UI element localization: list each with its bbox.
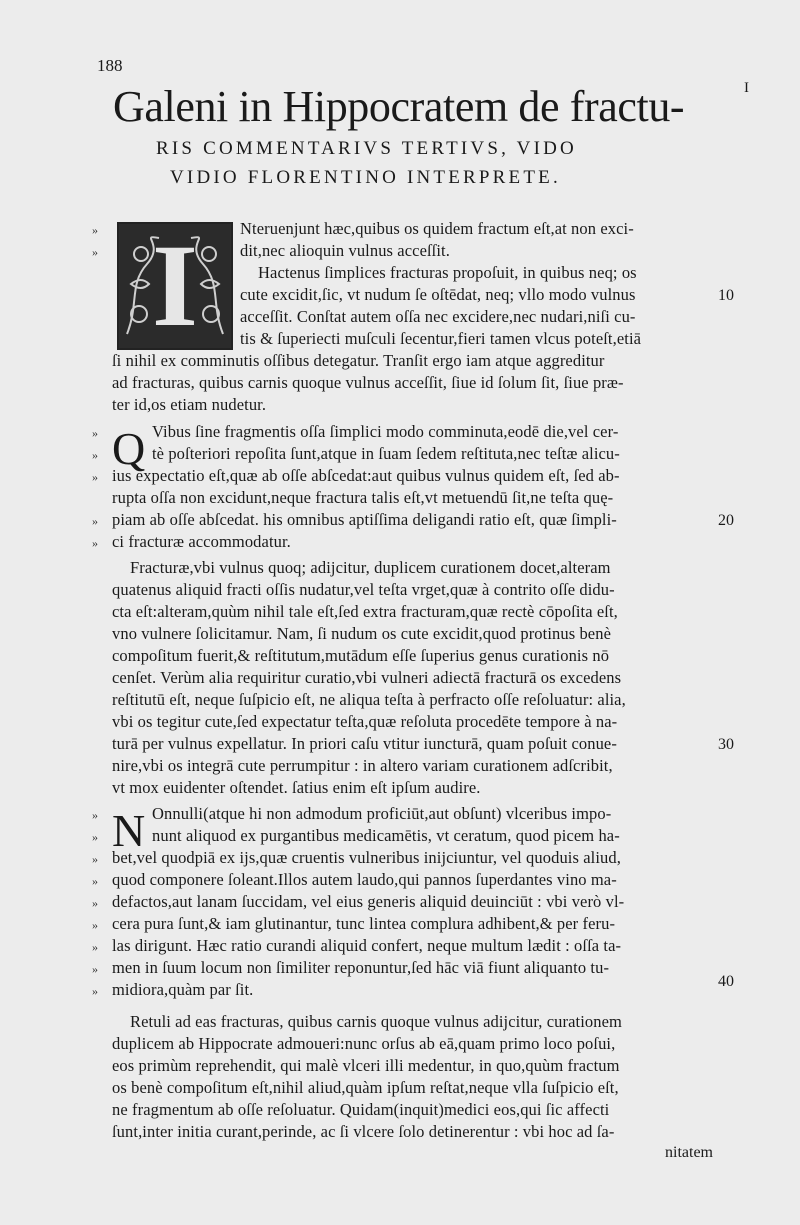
text-line: nire,vbi os integrā cute perrumpitur : in altero variam curationem adſcribit, xyxy=(112,756,613,775)
subtitle-line-1: RIS COMMENTARIVS TERTIVS, VIDO xyxy=(156,138,577,159)
quote-marker: » xyxy=(92,514,98,528)
text-line: midiora,quàm par ſit. xyxy=(112,980,254,999)
text-line: cera pura ſunt,& iam glutinantur, tunc lintea complura adhibent,& per feru- xyxy=(112,914,616,933)
quote-marker: » xyxy=(92,874,98,888)
quote-marker: » xyxy=(92,426,98,440)
quote-marker: » xyxy=(92,830,98,844)
text-line: Nteruenjunt hæc,quibus os quidem fractum eſt,at non exci- xyxy=(240,219,634,238)
text-line: reſtitutū eſt, neque ſuſpicio eſt, ne aliqua teſta à perfracto oſſe reſoluatur: alia, xyxy=(112,690,626,709)
quote-marker: » xyxy=(92,940,98,954)
text-line: nunt aliquod ex purgantibus medicamētis, vt ceratum, quod picem ha- xyxy=(152,826,620,845)
quote-marker: » xyxy=(92,470,98,484)
quote-marker: » xyxy=(92,896,98,910)
text-line: acceſſit. Conſtat autem oſſa nec excidere,nec nudari,niſi cu- xyxy=(240,307,636,326)
text-line: eos primùm reprehendit, qui malè vlceri illi medentur, in quo,quùm fractum xyxy=(112,1056,620,1075)
quote-marker: » xyxy=(92,448,98,462)
quote-marker: » xyxy=(92,984,98,998)
text-line: Hactenus ſimplices fracturas propoſuit, in quibus neq; os xyxy=(258,263,637,282)
text-line: cenſet. Verùm alia requiritur curatio,vbi vulneri adiectā fracturā os excedens xyxy=(112,668,622,687)
text-line: ci fracturæ accommodatur. xyxy=(112,532,291,551)
text-line: cute excidit,ſic, vt nudum ſe oſtēdat, neq; vllo modo vulnus xyxy=(240,285,636,304)
page-title: Galeni in Hippocratem de fractu- xyxy=(113,82,685,131)
quote-marker: » xyxy=(92,536,98,550)
quote-marker: » xyxy=(92,245,98,259)
margin-line-number: 10 xyxy=(718,287,734,304)
text-line: ad fracturas, quibus carnis quoque vulnus acceſſit, ſiue id ſolum ſit, ſiue præ- xyxy=(112,373,624,392)
decorated-initial xyxy=(117,222,233,350)
page-number: 188 xyxy=(97,56,123,75)
text-line: os benè compoſitum eſt,nihil aliud,quàm ipſum reſtat,neque vlla ſuſpicio eſt, xyxy=(112,1078,619,1097)
text-line: ius expectatio eſt,quæ ab oſſe abſcedat:aut quibus vulnus quidem eſt, ſed ab- xyxy=(112,466,620,485)
text-line: tè poſteriori repoſita ſunt,atque in ſuam ſedem reſtituta,nec teſtæ alicu- xyxy=(152,444,620,463)
subtitle-line-2: VIDIO FLORENTINO INTERPRETE. xyxy=(170,167,561,188)
margin-line-number: 30 xyxy=(718,736,734,753)
text-line: turā per vulnus expellatur. In priori caſu vtitur iuncturā, quam poſuit conue- xyxy=(112,734,617,753)
text-line: quod componere ſoleant.Illos autem laudo,qui pannos ſuperdantes vino ma- xyxy=(112,870,617,889)
margin-roman-numeral: I xyxy=(744,80,749,96)
text-line: vno vulnere ſolicitamur. Nam, ſi nudum os cute excidit,quod protinus benè xyxy=(112,624,611,643)
text-line: Vibus ſine fragmentis oſſa ſimplici modo comminuta,eodē die,vel cer- xyxy=(152,422,619,441)
text-line: ter id,os etiam nudetur. xyxy=(112,395,267,414)
text-line: vt mox euidenter oſtendet. ſatius enim eſt ipſum audire. xyxy=(112,778,481,797)
drop-cap-q: Q xyxy=(112,423,146,474)
quote-marker: » xyxy=(92,223,98,237)
text-line: las dirigunt. Hæc ratio curandi aliquid confert, neque multum lædit : oſſa ta- xyxy=(112,936,622,955)
quote-marker: » xyxy=(92,808,98,822)
text-line: Fracturæ,vbi vulnus quoq; adijcitur, duplicem curationem docet,alteram xyxy=(130,558,611,577)
drop-cap-n: N xyxy=(112,805,146,856)
text-line: compoſitum fuerit,& reſtitutum,mutādum eſſe ſuperius genus curationis nō xyxy=(112,646,610,665)
text-line: ne fragmentum ab oſſe reſoluatur. Quidam(inquit)medici eos,qui ſic affecti xyxy=(112,1100,610,1119)
text-line: ſunt,inter initia curant,perinde, ac ſi vlcere ſolo detinerentur : vbi hoc ad ſa- xyxy=(112,1122,615,1141)
margin-line-number: 20 xyxy=(718,512,734,529)
text-line: duplicem ab Hippocrate admoueri:nunc orſus ab eā,quam primo loco poſui, xyxy=(112,1034,616,1053)
initial-letter: I xyxy=(152,222,198,350)
text-line: ſi nihil ex comminutis oſſibus detegatur. Tranſit ergo iam atque aggreditur xyxy=(112,351,605,370)
text-line: rupta oſſa non excidunt,neque fractura talis eſt,vt metuendū ſit,ne teſta quę- xyxy=(112,488,614,507)
text-line: defactos,aut lanam ſuccidam, vel eius generis aliquid deuinciūt : vbi verò vl- xyxy=(112,892,625,911)
quote-marker: » xyxy=(92,962,98,976)
text-line: cta eſt:alteram,quùm nihil tale eſt,ſed extra fracturam,quæ rectè cōpoſita eſt, xyxy=(112,602,618,621)
text-line: vbi os tegitur cute,ſed expectatur teſta,quæ reſoluta procedēte tempore à na- xyxy=(112,712,618,731)
catchword: nitatem xyxy=(665,1144,713,1161)
text-line: piam ab oſſe abſcedat. his omnibus aptiſſima deligandi ratio eſt, quæ ſimpli- xyxy=(112,510,617,529)
text-line: bet,vel quodpiā ex ijs,quæ cruentis vulneribus inijciuntur, vel quoduis aliud, xyxy=(112,848,621,867)
text-line: quatenus aliquid fracti oſſis nudatur,vel teſta vrget,quæ à contrito oſſe didu- xyxy=(112,580,615,599)
text-line: tis & ſuperiecti muſculi ſecentur,fieri tamen vlcus poteſt,etiā xyxy=(240,329,642,348)
text-line: Onnulli(atque hi non admodum proficiūt,aut obſunt) vlceribus impo- xyxy=(152,804,612,823)
quote-marker: » xyxy=(92,852,98,866)
margin-line-number: 40 xyxy=(718,973,734,990)
text-line: Retuli ad eas fracturas, quibus carnis quoque vulnus adijcitur, curationem xyxy=(130,1012,622,1031)
text-line: men in ſuum locum non ſimiliter reponuntur,ſed hāc viā fiunt aliquanto tu- xyxy=(112,958,610,977)
quote-marker: » xyxy=(92,918,98,932)
text-line: dit,nec alioquin vulnus acceſſit. xyxy=(240,241,450,260)
